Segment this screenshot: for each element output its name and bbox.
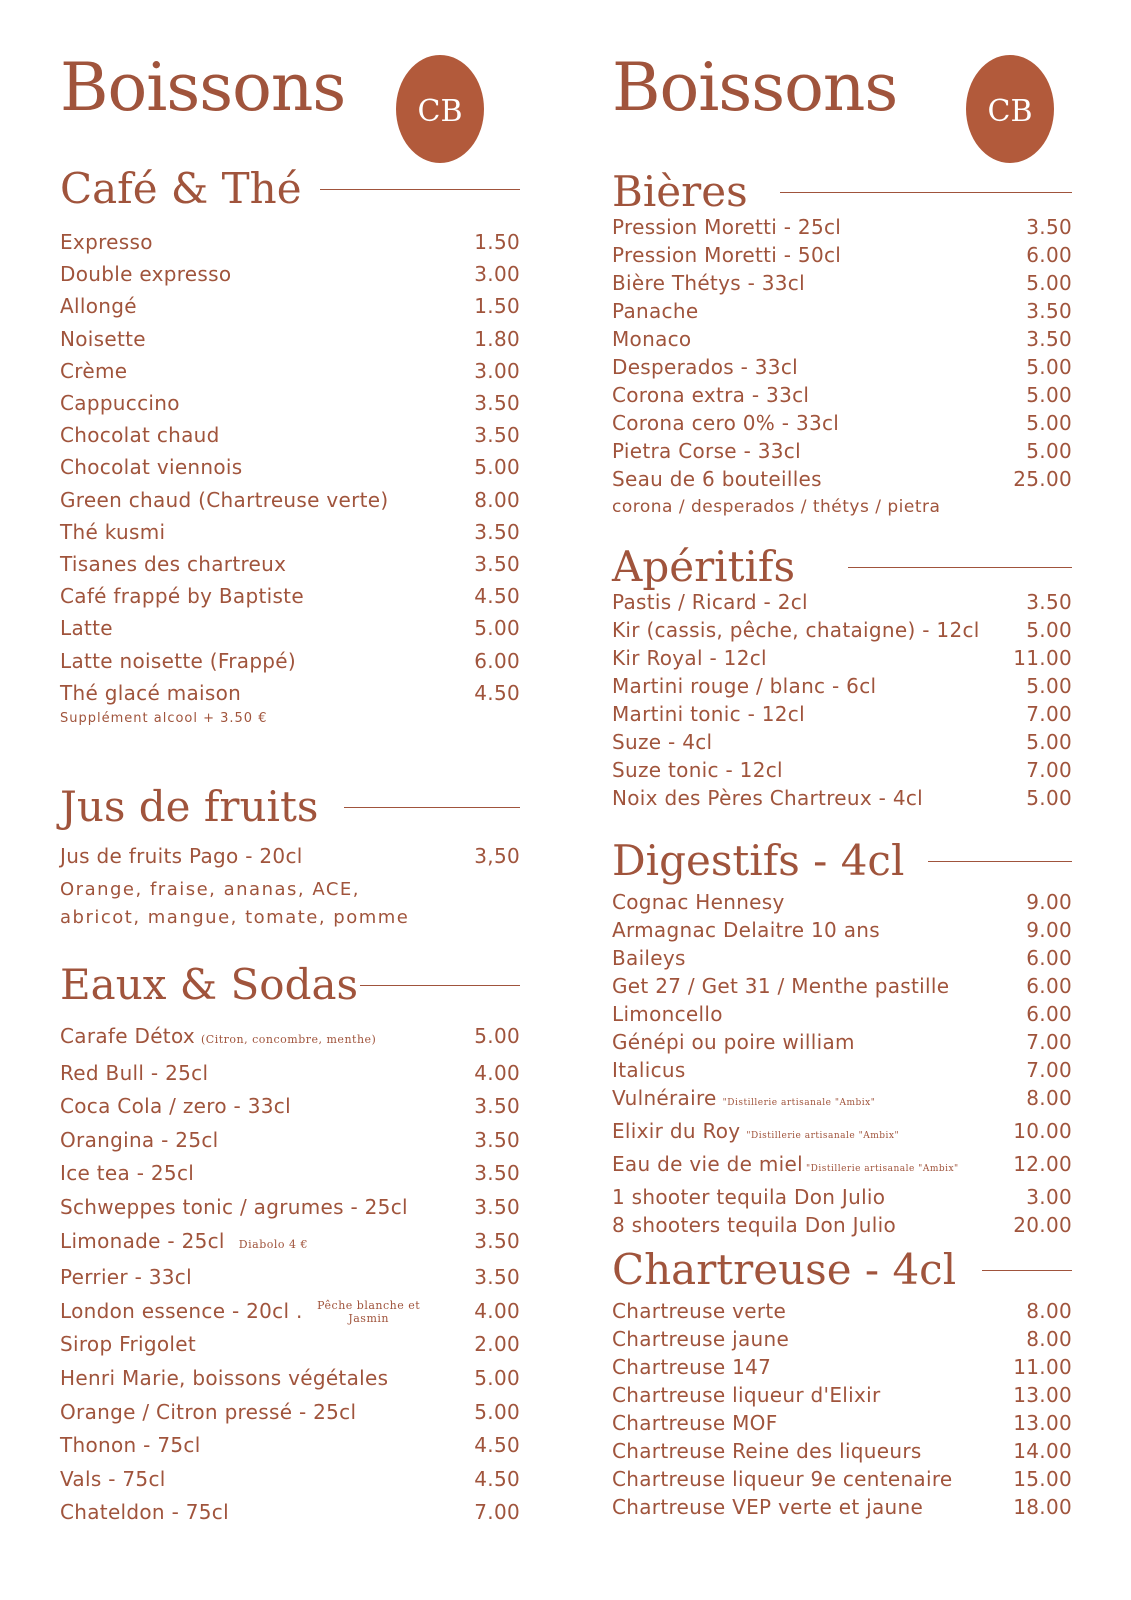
menu-item: Chartreuse liqueur 9e centenaire 15.00 bbox=[612, 1467, 1072, 1491]
menu-item: Panache 3.50 bbox=[612, 299, 1072, 323]
menu-item: Noisette 1.80 bbox=[60, 326, 520, 351]
menu-item: Eau de vie de miel "Distillerie artisanale "Ambix" 12.00 bbox=[612, 1152, 1072, 1176]
svg-text:CB: CB bbox=[987, 94, 1033, 129]
menu-item: Chartreuse MOF 13.00 bbox=[612, 1411, 1072, 1435]
menu-item: Vals - 75cl 4.50 bbox=[60, 1466, 520, 1491]
menu-item: Cognac Hennesy 9.00 bbox=[612, 890, 1072, 914]
menu-item: Chartreuse jaune 8.00 bbox=[612, 1327, 1072, 1351]
section-eaux-sodas bbox=[60, 958, 520, 1530]
item-description: Orange, fraise, ananas, ACE, bbox=[60, 879, 361, 900]
logo-monogram-icon bbox=[982, 81, 1038, 137]
menu-item: Chocolat viennois 5.00 bbox=[60, 455, 520, 480]
divider bbox=[982, 1270, 1072, 1271]
supplement-note: Supplément alcool + 3.50 € bbox=[60, 711, 268, 727]
menu-item: Carafe Détox (Citron, concombre, menthe) 5.00 bbox=[60, 1024, 520, 1048]
menu-item: London essence - 20cl . Pêche blanche et Jasmin 4.00 bbox=[60, 1298, 520, 1325]
menu-item: Chartreuse verte 8.00 bbox=[612, 1299, 1072, 1323]
menu-item: Monaco 3.50 bbox=[612, 327, 1072, 351]
menu-item: Orangina - 25cl 3.50 bbox=[60, 1127, 520, 1152]
menu-item: Pression Moretti - 50cl 6.00 bbox=[612, 243, 1072, 267]
menu-item: Chateldon - 75cl 7.00 bbox=[60, 1500, 520, 1525]
section-cafe-the bbox=[60, 162, 520, 726]
menu-item: Schweppes tonic / agrumes - 25cl 3.50 bbox=[60, 1194, 520, 1219]
section-aperitifs bbox=[612, 540, 1072, 812]
menu-item: Martini tonic - 12cl 7.00 bbox=[612, 702, 1072, 726]
menu-item: Thonon - 75cl 4.50 bbox=[60, 1433, 520, 1458]
menu-item: Vulnéraire "Distillerie artisanale "Ambix" 8.00 bbox=[612, 1086, 1072, 1110]
page-title: Boissons bbox=[612, 49, 898, 126]
menu-item: Thé glacé maison 4.50 bbox=[60, 680, 520, 705]
menu-item: Armagnac Delaitre 10 ans 9.00 bbox=[612, 918, 1072, 942]
menu-item: Orange / Citron pressé - 25cl 5.00 bbox=[60, 1399, 520, 1424]
menu-item: Noix des Pères Chartreux - 4cl 5.00 bbox=[612, 786, 1072, 810]
menu-item: Ice tea - 25cl 3.50 bbox=[60, 1161, 520, 1186]
logo bbox=[396, 55, 484, 163]
menu-item: Cappuccino 3.50 bbox=[60, 391, 520, 416]
divider bbox=[848, 567, 1072, 568]
menu-item: Génépi ou poire william 7.00 bbox=[612, 1030, 1072, 1054]
menu-item: Suze tonic - 12cl 7.00 bbox=[612, 758, 1072, 782]
menu-item: Corona extra - 33cl 5.00 bbox=[612, 383, 1072, 407]
section-title: Café & Thé bbox=[60, 164, 302, 213]
item-description: corona / desperados / thétys / pietra bbox=[612, 497, 941, 517]
section-title: Digestifs - 4cl bbox=[612, 836, 905, 885]
divider bbox=[780, 192, 1072, 193]
menu-item: Henri Marie, boissons végétales 5.00 bbox=[60, 1365, 520, 1390]
left-column bbox=[60, 0, 520, 1600]
menu-item: Allongé 1.50 bbox=[60, 294, 520, 319]
menu-item: Limoncello 6.00 bbox=[612, 1002, 1072, 1026]
menu-item: Kir (cassis, pêche, chataigne) - 12cl 5.00 bbox=[612, 618, 1072, 642]
menu-item: Get 27 / Get 31 / Menthe pastille 6.00 bbox=[612, 974, 1072, 998]
menu-item: Martini rouge / blanc - 6cl 5.00 bbox=[612, 674, 1072, 698]
menu-item: Latte 5.00 bbox=[60, 616, 520, 641]
divider bbox=[344, 807, 520, 808]
section-bieres bbox=[612, 165, 1072, 517]
menu-item: Perrier - 33cl 3.50 bbox=[60, 1265, 520, 1290]
logo bbox=[966, 55, 1054, 163]
section-title: Jus de fruits bbox=[60, 782, 319, 831]
right-column bbox=[612, 0, 1072, 1600]
menu-item: Chartreuse Reine des liqueurs 14.00 bbox=[612, 1439, 1072, 1463]
menu-item: Pastis / Ricard - 2cl 3.50 bbox=[612, 590, 1072, 614]
menu-item: Pietra Corse - 33cl 5.00 bbox=[612, 439, 1072, 463]
menu-item: Elixir du Roy "Distillerie artisanale "Ambix" 10.00 bbox=[612, 1119, 1072, 1143]
item-description: abricot, mangue, tomate, pomme bbox=[60, 907, 410, 928]
menu-item: Latte noisette (Frappé) 6.00 bbox=[60, 648, 520, 673]
menu-item: Kir Royal - 12cl 11.00 bbox=[612, 646, 1072, 670]
menu-item: Crème 3.00 bbox=[60, 358, 520, 383]
svg-text:CB: CB bbox=[417, 94, 463, 129]
page-title: Boissons bbox=[60, 49, 346, 126]
menu-item: Expresso 1.50 bbox=[60, 230, 520, 254]
menu-item: Jus de fruits Pago - 20cl 3,50 bbox=[60, 844, 520, 868]
menu-item: Italicus 7.00 bbox=[612, 1058, 1072, 1082]
menu-item: Bière Thétys - 33cl 5.00 bbox=[612, 271, 1072, 295]
menu-item: Corona cero 0% - 33cl 5.00 bbox=[612, 411, 1072, 435]
menu-item: Green chaud (Chartreuse verte) 8.00 bbox=[60, 487, 520, 512]
divider bbox=[320, 189, 520, 190]
logo-monogram-icon bbox=[412, 81, 468, 137]
section-title: Bières bbox=[612, 167, 748, 216]
menu-item: Suze - 4cl 5.00 bbox=[612, 730, 1072, 754]
menu-item: Seau de 6 bouteilles 25.00 bbox=[612, 467, 1072, 491]
section-chartreuse bbox=[612, 1243, 1072, 1521]
menu-item: Desperados - 33cl 5.00 bbox=[612, 355, 1072, 379]
menu-item: Sirop Frigolet 2.00 bbox=[60, 1332, 520, 1357]
menu-item: Tisanes des chartreux 3.50 bbox=[60, 552, 520, 577]
menu-item: Double expresso 3.00 bbox=[60, 262, 520, 287]
menu-item: Limonade - 25cl Diabolo 4 € 3.50 bbox=[60, 1228, 520, 1253]
divider bbox=[360, 985, 520, 986]
menu-item: Red Bull - 25cl 4.00 bbox=[60, 1060, 520, 1085]
menu-item: Chocolat chaud 3.50 bbox=[60, 423, 520, 448]
section-jus-de-fruits bbox=[60, 780, 520, 932]
menu-item: Thé kusmi 3.50 bbox=[60, 519, 520, 544]
menu-item: Chartreuse VEP verte et jaune 18.00 bbox=[612, 1495, 1072, 1519]
section-title: Chartreuse - 4cl bbox=[612, 1245, 957, 1294]
menu-item: Pression Moretti - 25cl 3.50 bbox=[612, 215, 1072, 239]
section-digestifs bbox=[612, 834, 1072, 1239]
menu-item: Café frappé by Baptiste 4.50 bbox=[60, 584, 520, 609]
menu-item: Coca Cola / zero - 33cl 3.50 bbox=[60, 1094, 520, 1119]
divider bbox=[928, 861, 1072, 862]
menu-item: 1 shooter tequila Don Julio 3.00 bbox=[612, 1185, 1072, 1209]
menu-item: Chartreuse 147 11.00 bbox=[612, 1355, 1072, 1379]
menu-item: Baileys 6.00 bbox=[612, 946, 1072, 970]
menu-item: Chartreuse liqueur d'Elixir 13.00 bbox=[612, 1383, 1072, 1407]
section-title: Eaux & Sodas bbox=[60, 960, 359, 1009]
menu-item: 8 shooters tequila Don Julio 20.00 bbox=[612, 1213, 1072, 1237]
section-title: Apéritifs bbox=[612, 542, 795, 591]
